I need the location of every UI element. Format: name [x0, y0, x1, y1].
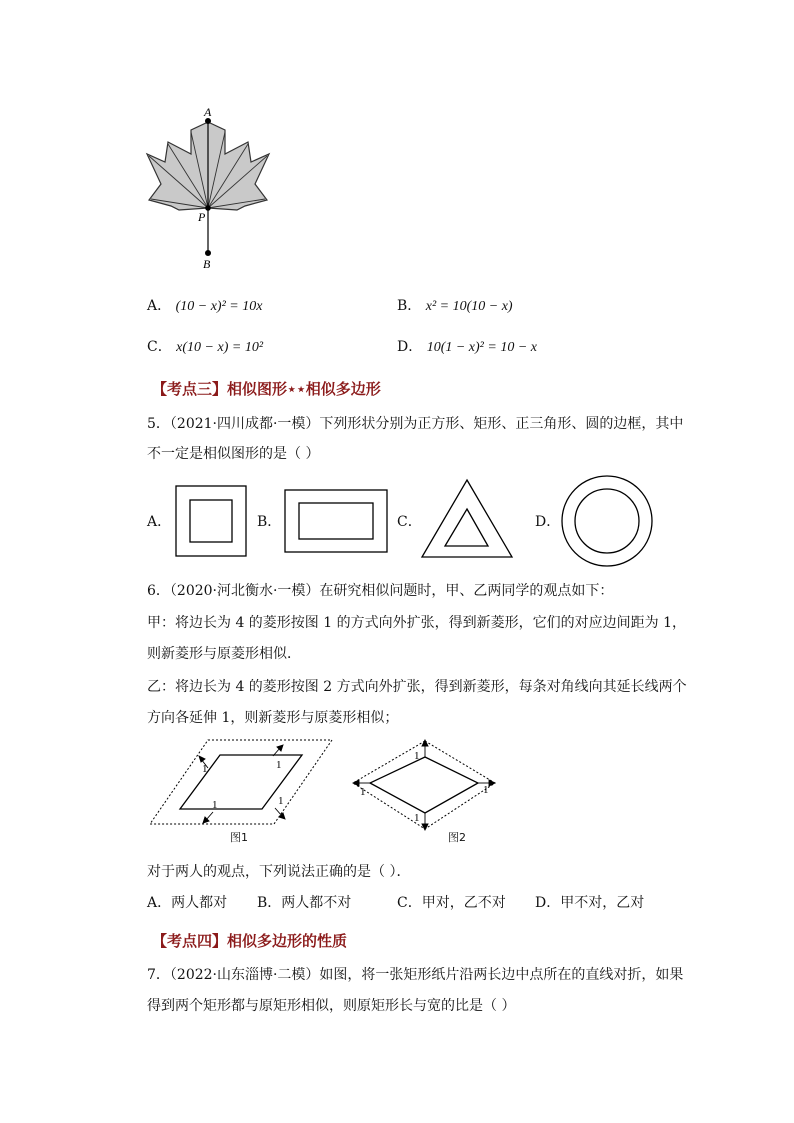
q4-option-a: [147, 296, 262, 317]
q5-triangle-frame: [420, 478, 516, 560]
label-b: B: [203, 257, 211, 271]
q4-option-b: [397, 296, 513, 317]
fig1-distance-label-2: 1: [276, 759, 282, 771]
point-b: [205, 250, 211, 256]
q6-stem-line2: 甲：将边长为 4 的菱形按图 1 的方式向外扩张，得到新菱形，它们的对应边间距为 1，: [147, 615, 686, 631]
section-3-heading: 【考点三】相似图形⋆⋆相似多边形: [152, 380, 381, 398]
fig1-distance-label-3: 1: [212, 799, 218, 811]
q4-option-d-expr: 10(1 − x)² = 10 − x: [426, 340, 537, 355]
fig2-extension-label-left: 1: [360, 786, 366, 798]
fig2-extension-label-bottom: 1: [414, 812, 420, 824]
q5-option-d-label: D．: [535, 514, 561, 530]
rhombus-figure-2: [350, 737, 500, 837]
fig1-caption: 图1: [230, 831, 248, 844]
q5-rectangle-frame: [284, 489, 390, 555]
rhombus-figure-1: [150, 738, 334, 828]
fig1-distance-label-1: 1: [202, 763, 208, 775]
q6-stem-line4: 乙：将边长为 4 的菱形按图 2 方式向外扩张，得到新菱形，每条对角线向其延长线两个: [147, 679, 687, 695]
q4-option-a-letter: A．: [147, 298, 172, 314]
q5-square-frame: [175, 485, 249, 559]
q4-option-b-letter: B．: [397, 298, 422, 314]
label-p: P: [198, 210, 206, 224]
q4-option-a-expr: (10 − x)² = 10x: [175, 299, 263, 314]
q6-option-c: C．甲对，乙不对: [397, 895, 506, 911]
fig2-caption: 图2: [448, 831, 466, 844]
q6-option-d: D．甲不对，乙对: [535, 895, 645, 911]
fig2-extension-label-right: 1: [483, 784, 489, 796]
fig1-distance-label-4: 1: [278, 795, 284, 807]
q4-option-b-expr: x² = 10(10 − x): [425, 299, 513, 314]
q6-stem-line1: 6．（2020·河北衡水·一模）在研究相似问题时，甲、乙两同学的观点如下：: [147, 583, 614, 599]
q7-stem-line2: 得到两个矩形都与原矩形相似，则原矩形长与宽的比是（ ）: [147, 998, 516, 1014]
q4-option-c-letter: C．: [147, 339, 172, 355]
inner-rhombus-1: [180, 755, 302, 809]
label-a: A: [204, 105, 212, 119]
q4-option-d: [397, 337, 537, 358]
q5-stem-line1: 5．（2021·四川成都·一模）下列形状分别为正方形、矩形、正三角形、圆的边框，其中: [147, 416, 684, 432]
q6-stem-line5: 方向各延伸 1，则新菱形与原菱形相似；: [147, 710, 399, 726]
outer-rhombus-1: [150, 740, 332, 824]
q7-stem-line1: 7．（2022·山东淄博·二模）如图，将一张矩形纸片沿两长边中点所在的直线对折，如果: [147, 967, 684, 983]
q6-option-a: A．两人都对: [147, 895, 228, 911]
q5-option-a-label: A．: [147, 514, 172, 530]
q5-option-c-label: C．: [397, 514, 422, 530]
section-4-heading: 【考点四】相似多边形的性质: [152, 932, 348, 950]
q4-option-c-expr: x(10 − x) = 10²: [176, 340, 264, 355]
maple-leaf-figure: [145, 102, 275, 272]
q4-option-d-letter: D．: [397, 339, 423, 355]
q6-stem-line3: 则新菱形与原菱形相似．: [147, 646, 301, 662]
fig2-extension-label-top: 1: [414, 750, 420, 762]
q5-ring-frame: [561, 475, 655, 569]
q5-stem-line2: 不一定是相似图形的是（ ）: [147, 446, 320, 462]
point-p: [205, 205, 211, 211]
q5-option-b-label: B．: [257, 514, 282, 530]
q4-option-c: [147, 337, 263, 358]
q6-option-b: B．两人都不对: [257, 895, 352, 911]
q6-question: 对于两人的观点，下列说法正确的是（ ）．: [147, 864, 411, 880]
